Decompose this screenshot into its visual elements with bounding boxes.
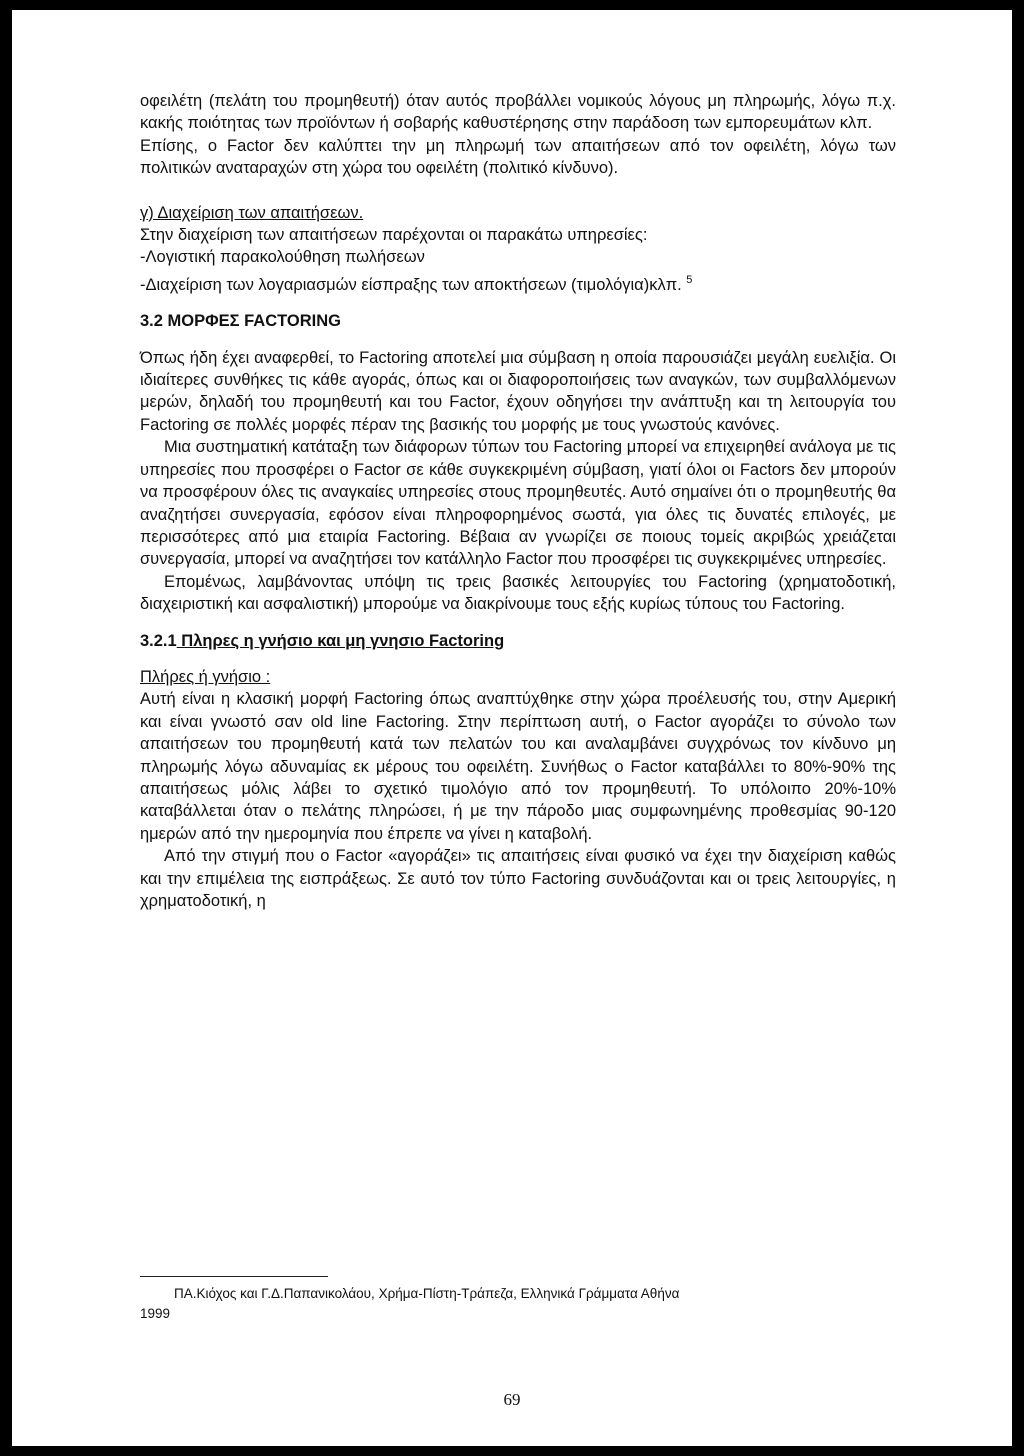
footnote: [140, 1284, 896, 1324]
paragraph-p3: Όπως ήδη έχει αναφερθεί, το Factoring αποτελεί μια σύμβαση η οποία παρουσιάζει μεγάλη ευελιξία. Οι ιδιαίτερες συνθήκες τις κάθε αγοράς, όπως και οι διαφοροποιήσεις των αναγκών, των συμβαλλόμενων μερών, δηλαδή του προμηθευτή και του Factor, έχουν οδηγήσει την ανάπτυξη και τη λειτουργία του Factoring σε πολλές μορφές πέραν της βασικής του μορφής με τους γνωστούς κανόνες.: [140, 348, 896, 434]
footnote-line-2: 1999: [140, 1306, 171, 1321]
subsection-title: Πληρες η γνήσιο και μη γνησιο Factoring: [176, 631, 505, 650]
gamma-item-2: [140, 269, 896, 296]
gamma-item-2-text: -Διαχείριση των λογαριασμών είσπραξης των αποκτήσεων (τιμολόγια)κλπ.: [140, 275, 682, 294]
section-heading: 3.2 ΜΟΡΦΕΣ FACTORING: [140, 312, 342, 331]
paragraph-p6: Αυτή είναι η κλασική μορφή Factoring όπως αναπτύχθηκε στην χώρα προέλευσής του, στην Αμερική και είναι γνωστό σαν old line Factoring. Στην περίπτωση αυτή, ο Factor αγοράζει το σύνολο των απαιτήσεων του προμηθευτή κατά των πελατών του και αναλαμβάνει συγχρόνως τον κίνδυνο μη πληρωμής λόγω αδυναμίας εκ μέρους του οφειλέτη. Συνήθως ο Factor καταβάλλει το 80%-90% της απαιτήσεως μόλις λάβει το σχετικό τιμολόγιο από τον προμηθευτή. Το υπόλοιπο 20%-10% καταβάλλεται όταν ο πελάτης πληρώσει, ή με την πάροδο μιας συμφωνημένης προθεσμίας 90-120 ημερών από την ημερομηνία που έπρεπε να γίνει η καταβολή.: [140, 690, 896, 843]
footnote-line-1: ΠΑ.Κιόχος και Γ.Δ.Παπανικολάου, Χρήμα-Πίστη-Τράπεζα, Ελληνικά Γράμματα Αθήνα: [174, 1286, 680, 1301]
paragraph-p7: Από την στιγμή που ο Factor «αγοράζει» τις απαιτήσεις είναι φυσικό να έχει την διαχείριση καθώς και την επιμέλεια της εισπράξεως. Σε αυτό τον τύπο Factoring συνδυάζονται και οι τρεις λειτουργίες, η χρηματοδοτική, η: [140, 847, 896, 910]
subsection-heading: [140, 630, 896, 652]
paragraph-p1: οφειλέτη (πελάτη του προμηθευτή) όταν αυτός προβάλλει νομικούς λόγους μη πληρωμής, λόγω π.χ. κακής ποιότητας των προϊόντων ή σοβαρής καθυστέρησης στην παράδοση των εμπορευμάτων κλπ.: [140, 92, 896, 133]
body-text: [140, 90, 896, 912]
paragraph-p5: Επομένως, λαμβάνοντας υπόψη τις τρεις βασικές λειτουργίες του Factoring (χρηματοδοτική, διαχειριστική και ασφαλιστική) μπορούμε να διακρίνουμε τους εξής κυρίως τύπους του Factoring.: [140, 572, 896, 614]
footnote-marker: 5: [686, 273, 693, 286]
gamma-item-1: -Λογιστική παρακολούθηση πωλήσεων: [140, 248, 425, 267]
paragraph-p4: Μια συστηματική κατάταξη των διάφορων τύπων του Factoring μπορεί να επιχειρηθεί ανάλογα με τις υπηρεσίες που προσφέρει ο Factor σε κάθε συγκεκριμένη σύμβαση, γιατί όλοι οι Factors δεν μπορούν να προσφέρουν όλες τις αναγκαίες υπηρεσίες στους προμηθευτές. Αυτό σημαίνει ότι ο προμηθευτής θα αναζητήσει συνεργασία, εφόσον είναι πληροφορημένος σωστά, για όλες τις δυνατές επιλογές, με περισσότερες από μια εταιρία Factoring. Βέβαια αν γνωρίζει σε ποιους τομείς ακριβώς χρειάζεται συνεργασία, μπορεί να αναζητήσει τον κατάλληλο Factor που προσφέρει τις συγκεκριμένες υπηρεσίες.: [140, 438, 896, 569]
footnote-rule: [140, 1276, 328, 1277]
page-number: 69: [503, 1390, 521, 1409]
gamma-heading: γ) Διαχείριση των απαιτήσεων.: [140, 203, 364, 222]
full-factoring-label: Πλήρες ή γνήσιο :: [140, 667, 271, 686]
paragraph-p2: Επίσης, ο Factor δεν καλύπτει την μη πληρωμή των απαιτήσεων από τον οφειλέτη, λόγω των πολιτικών αναταραχών στη χώρα του οφειλέτη (πολιτικό κίνδυνο).: [140, 136, 896, 178]
subsection-number: 3.2.1: [140, 631, 177, 650]
gamma-text: Στην διαχείριση των απαιτήσεων παρέχονται οι παρακάτω υπηρεσίες:: [140, 226, 648, 245]
